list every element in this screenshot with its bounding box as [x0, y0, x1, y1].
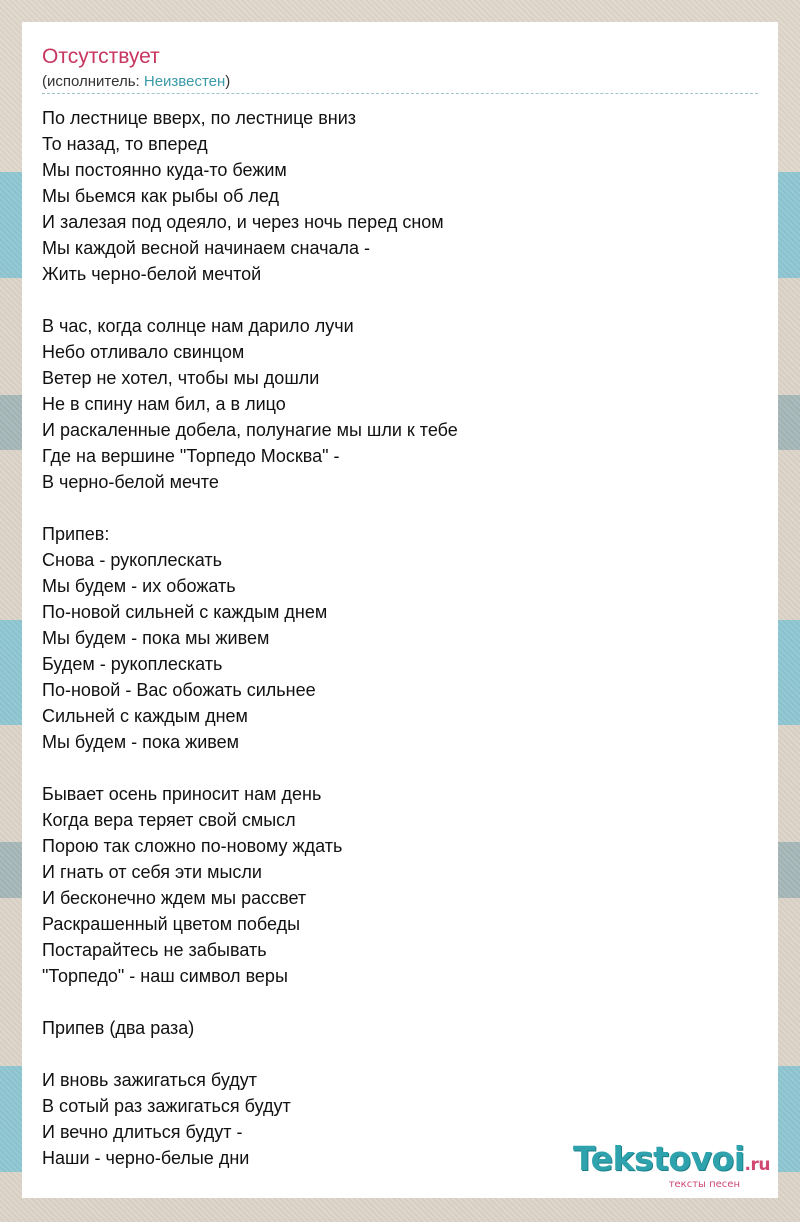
lyric-line: Где на вершине "Торпедо Москва" -: [42, 446, 340, 466]
lyric-line: Жить черно-белой мечтой: [42, 264, 262, 284]
logo-tld: .ru: [744, 1155, 770, 1175]
lyric-line: Небо отливало свинцом: [42, 342, 245, 362]
lyric-line: И бесконечно ждем мы рассвет: [42, 888, 307, 908]
lyric-line: И вновь зажигаться будут: [42, 1070, 257, 1090]
lyrics-card: [22, 22, 778, 1198]
lyric-line: Припев:: [42, 524, 110, 544]
song-title: Отсутствует: [42, 45, 160, 68]
lyric-line: В час, когда солнце нам дарило лучи: [42, 316, 354, 336]
lyric-line: То назад, то вперед: [42, 134, 208, 154]
lyric-line: [42, 287, 758, 313]
lyric-line: Припев (два раза): [42, 1018, 195, 1038]
lyric-line: Не в спину нам бил, а в лицо: [42, 394, 286, 414]
lyric-line: И вечно длиться будут -: [42, 1122, 243, 1142]
artist-prefix: (исполнитель:: [42, 73, 144, 90]
site-logo[interactable]: [573, 1141, 770, 1190]
lyric-line: Мы будем - их обожать: [42, 576, 236, 596]
lyric-line: В сотый раз зажигаться будут: [42, 1096, 291, 1116]
lyric-line: Сильней с каждым днем: [42, 706, 248, 726]
lyrics-text: [42, 105, 758, 1171]
lyric-line: И гнать от себя эти мысли: [42, 862, 262, 882]
logo-name: Tekstovoi: [573, 1139, 745, 1178]
lyric-line: По-новой - Вас обожать сильнее: [42, 680, 316, 700]
lyric-line: И раскаленные добела, полунагие мы шли к тебе: [42, 420, 458, 440]
lyric-line: Наши - черно-белые дни: [42, 1148, 250, 1168]
lyric-line: [42, 755, 758, 781]
lyric-line: Мы будем - пока живем: [42, 732, 240, 752]
lyric-line: Раскрашенный цветом победы: [42, 914, 301, 934]
lyric-line: Когда вера теряет свой смысл: [42, 810, 296, 830]
lyric-line: В черно-белой мечте: [42, 472, 219, 492]
artist-suffix: ): [225, 73, 231, 90]
lyric-line: Бывает осень приносит нам день: [42, 784, 322, 804]
lyric-line: Мы каждой весной начинаем сначала -: [42, 238, 370, 258]
lyric-line: [42, 495, 758, 521]
lyric-line: По лестнице вверх, по лестнице вниз: [42, 108, 357, 128]
lyric-line: Постарайтесь не забывать: [42, 940, 267, 960]
lyric-line: Мы постоянно куда-то бежим: [42, 160, 287, 180]
lyric-line: Будем - рукоплескать: [42, 654, 223, 674]
lyric-line: [42, 989, 758, 1015]
artist-line: [42, 72, 230, 92]
lyric-line: Снова - рукоплескать: [42, 550, 222, 570]
title-divider: [42, 93, 758, 94]
lyric-line: [42, 1041, 758, 1067]
lyric-line: "Торпедо" - наш символ веры: [42, 966, 288, 986]
artist-link[interactable]: Неизвестен: [143, 73, 226, 90]
lyric-line: И залезая под одеяло, и через ночь перед сном: [42, 212, 444, 232]
lyric-line: Мы бьемся как рыбы об лед: [42, 186, 280, 206]
lyric-line: Порою так сложно по-новому ждать: [42, 836, 343, 856]
logo-tagline: тексты песен: [668, 1179, 740, 1190]
lyric-line: Ветер не хотел, чтобы мы дошли: [42, 368, 320, 388]
lyric-line: По-новой сильней с каждым днем: [42, 602, 328, 622]
lyric-line: Мы будем - пока мы живем: [42, 628, 270, 648]
